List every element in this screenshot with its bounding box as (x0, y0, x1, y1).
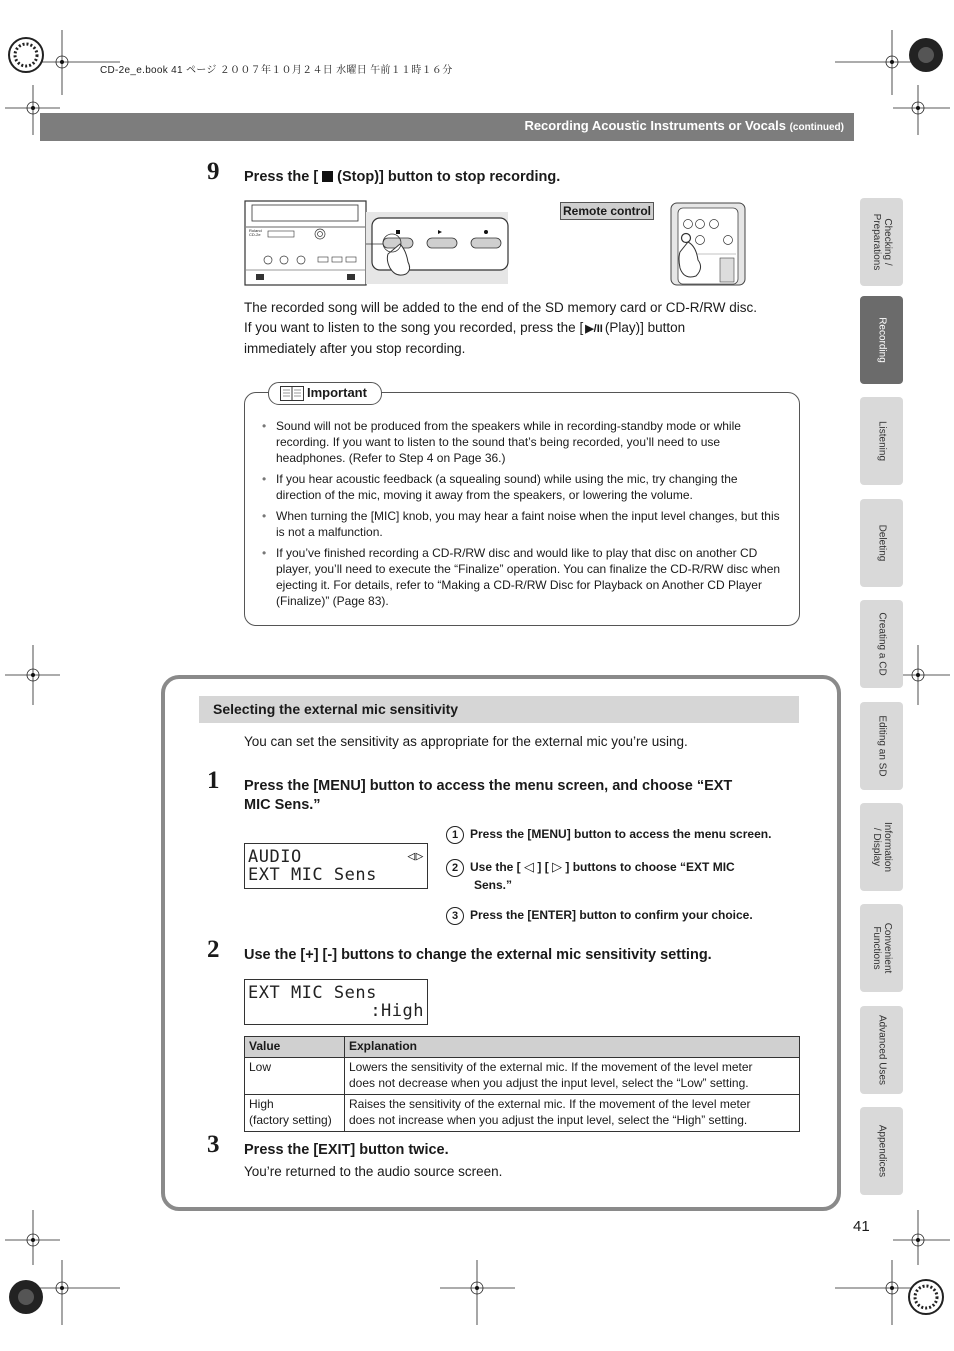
tab-recording[interactable]: Recording (860, 296, 903, 384)
remote-control-label: Remote control (560, 202, 654, 220)
important-item: • Sound will not be produced from the speakers while in recording-standby mode or while recording. If you want to listen to the sound that’s being recorded, you’ll need to use headphones. (Refer to Step 4 on Page 36.) (262, 418, 782, 466)
device-brand: Roland (249, 228, 262, 233)
device-illustration (244, 200, 514, 288)
step-1-heading: Press the [MENU] button to access the menu screen, and choose “EXT MIC Sens.” (244, 778, 733, 813)
step-3-number: 3 (207, 1131, 220, 1158)
page-header-bar (40, 113, 854, 141)
step-9-heading: Press the [ (Stop)] button to stop recording. (244, 169, 561, 185)
header-title: Recording Acoustic Instruments or Vocals (524, 118, 786, 133)
step-9-number: 9 (207, 158, 220, 185)
play-pause-icon: ▶/II (585, 322, 603, 335)
right-arrow-icon: ▷ (552, 859, 563, 874)
book-icon (280, 386, 304, 401)
tab-checking-preparations[interactable]: Checking / Preparations (860, 198, 903, 286)
tab-information-display[interactable]: Information / Display (860, 803, 903, 891)
tab-advanced-uses[interactable]: Advanced Uses (860, 1006, 903, 1094)
step-1-number: 1 (207, 767, 220, 794)
important-item: • If you’ve finished recording a CD-R/RW disc and would like to play that disc on another CD player, you’ll need to execute the “Finalize” operation. You can finalize the CD-R/RW disc when ejecting it. For details, refer to “Making a CD-R/RW Disc for Playback on Another CD Player (Finalize)” (Page 83). (262, 545, 782, 609)
device-model: CD-2e (249, 232, 261, 237)
left-arrow-icon: ◁ (524, 859, 535, 874)
step-3-description: You’re returned to the audio source screen. (244, 1164, 503, 1179)
header-continued: (continued) (789, 122, 844, 133)
important-item: • If you hear acoustic feedback (a squealing sound) while using the mic, try changing the direction of the mic, moving it away from the speakers, or lowering the volume. (262, 471, 782, 503)
circled-2: 2 (446, 859, 464, 877)
tab-appendices[interactable]: Appendices (860, 1107, 903, 1195)
table-header-row (245, 1037, 800, 1058)
table-row: Low Lowers the sensitivity of the external mic. If the movement of the level meter does not decrease when you adjust the input level, select the “Low” setting. (245, 1058, 800, 1095)
step-2-heading: Use the [+] [-] buttons to change the external mic sensitivity setting. (244, 947, 712, 963)
section-intro: You can set the sensitivity as appropriate for the external mic you’re using. (244, 734, 688, 749)
column-header: Explanation (345, 1037, 800, 1058)
tab-convenient-functions[interactable]: Convenient Functions (860, 904, 903, 992)
column-header: Value (245, 1037, 345, 1058)
important-title: Important (307, 385, 367, 400)
lcd-ext-mic-sens: EXT MIC Sens :High (244, 979, 428, 1025)
sensitivity-table (244, 1036, 800, 1132)
tab-listening[interactable]: Listening (860, 397, 903, 485)
step-3-heading: Press the [EXIT] button twice. (244, 1142, 449, 1158)
important-tag (268, 382, 382, 405)
stop-icon (322, 171, 333, 182)
step-9-description: The recorded song will be added to the end of the SD memory card or CD-R/RW disc. If you want to listen to the song you recorded, press the [ ▶/II (Play)] button immediately after you stop recording. (244, 300, 757, 356)
page-number: 41 (853, 1218, 870, 1235)
step-1-substeps: 1 Press the [MENU] button to access the menu screen. 2 Use the [ ◁ ] [ ▷ ] buttons to choose “EXT MIC Sens.” 3 Press the [ENTER] button to confirm your choice. (446, 826, 796, 925)
lcd-audio-menu: AUDIO ◁▷ EXT MIC Sens (244, 843, 428, 889)
table-row: High (factory setting) Raises the sensitivity of the external mic. If the movement of the level meter does not increase when you adjust the input level, select the “High” setting. (245, 1095, 800, 1132)
section-heading: Selecting the external mic sensitivity (199, 696, 799, 723)
left-right-arrows-icon: ◁▷ (407, 849, 424, 864)
circled-3: 3 (446, 907, 464, 925)
tab-editing-sd[interactable]: Editing an SD (860, 702, 903, 790)
step-2-number: 2 (207, 936, 220, 963)
important-list (262, 418, 782, 614)
circled-1: 1 (446, 826, 464, 844)
tab-deleting[interactable]: Deleting (860, 499, 903, 587)
tab-creating-cd[interactable]: Creating a CD (860, 600, 903, 688)
print-info-line: CD-2e_e.book 41 ページ ２００７年１０月２４日 水曜日 午前１１時１６分 (100, 65, 453, 76)
important-item: • When turning the [MIC] knob, you may hear a faint noise when the input level changes, but this is not a malfunction. (262, 508, 782, 540)
remote-control-illustration (670, 202, 746, 286)
